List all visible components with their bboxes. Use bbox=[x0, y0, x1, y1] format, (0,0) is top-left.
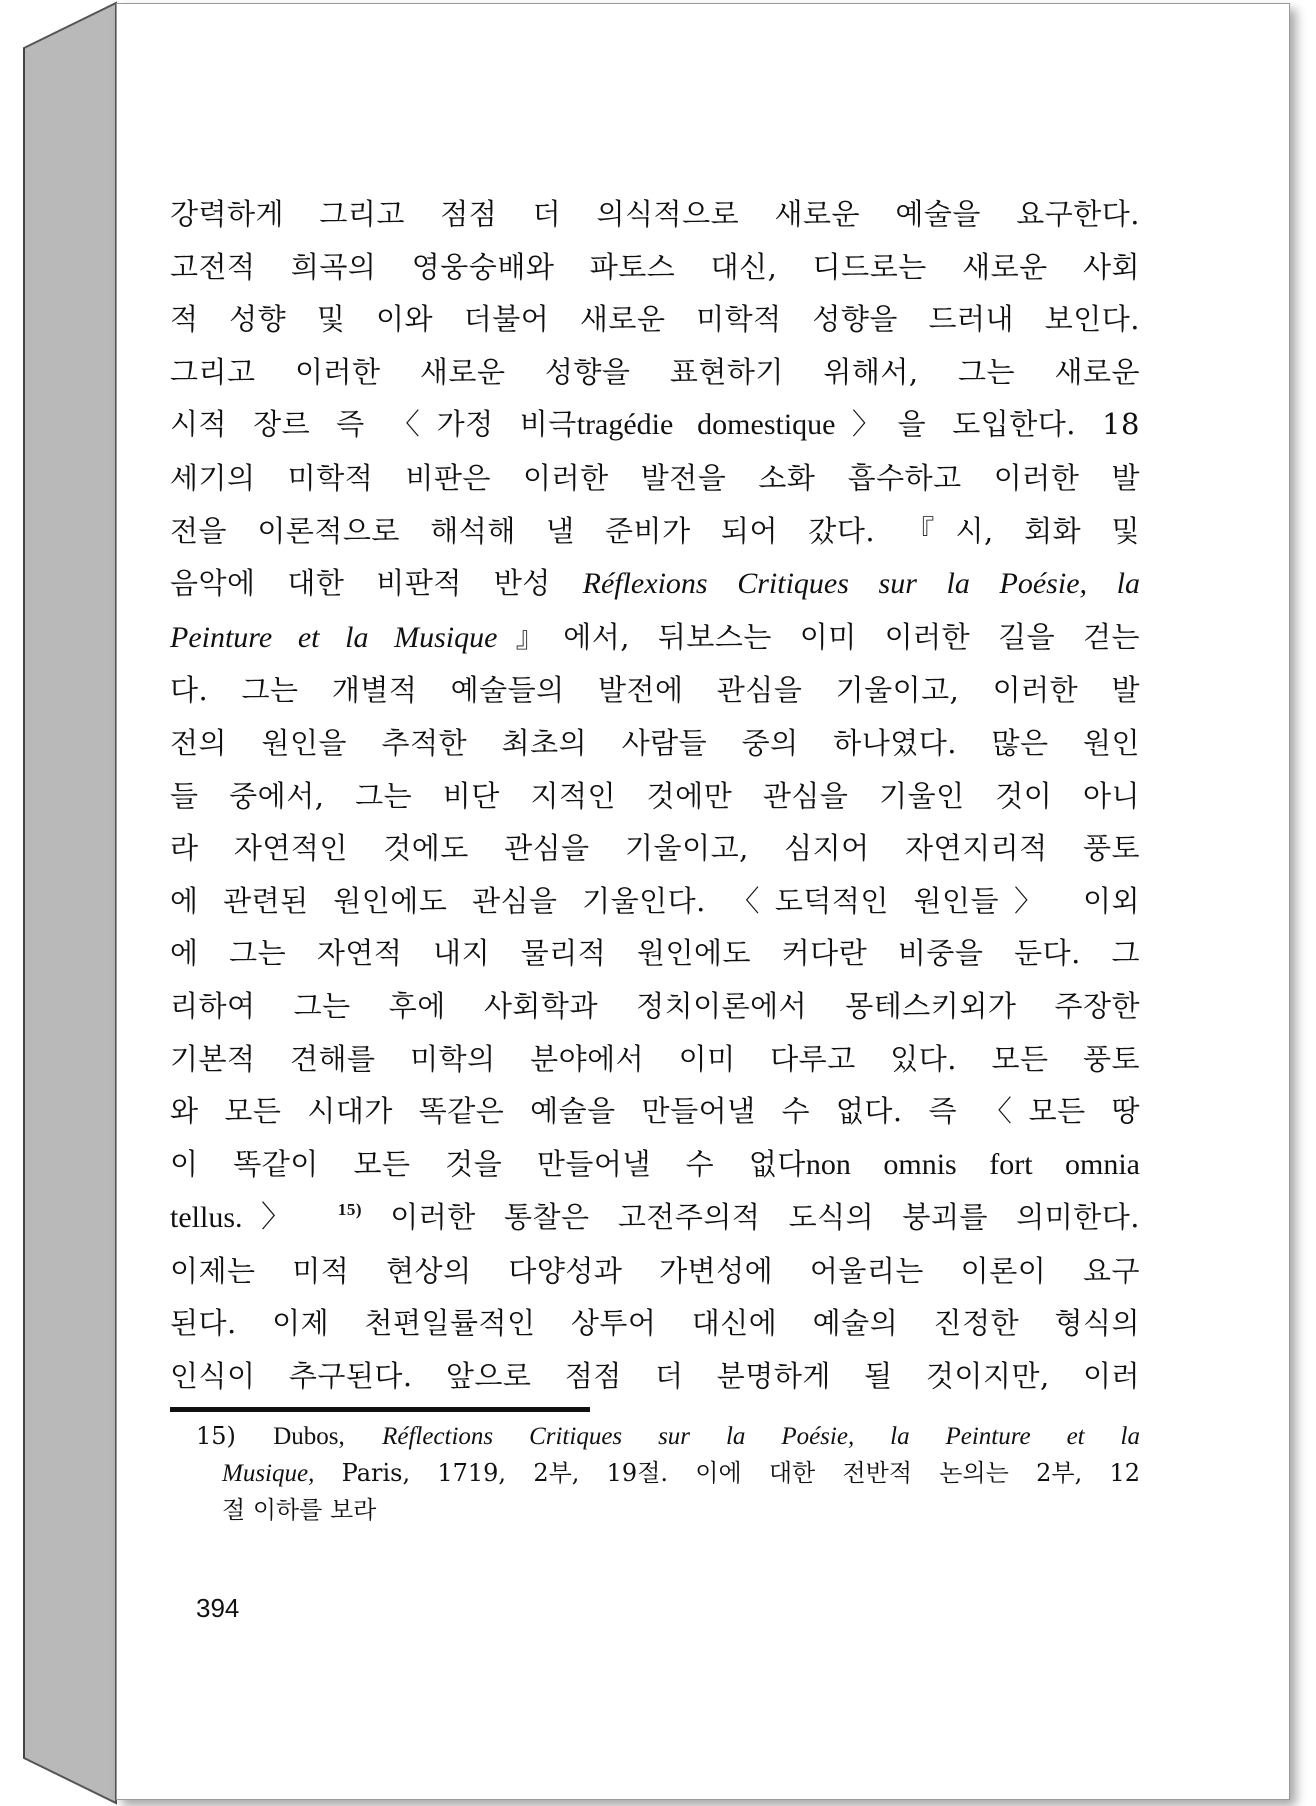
text-line: 인식이 추구된다. 앞으로 점점 더 분명하게 될 것이지만, 이러 bbox=[170, 1359, 1140, 1394]
footnote-title: Réflections Critiques sur la Poésie, la Peinture et la bbox=[382, 1423, 1140, 1450]
text-line: 기본적 견해를 미학의 분야에서 이미 다루고 있다. 모든 풍토 bbox=[170, 1041, 1140, 1076]
text-line bbox=[170, 557, 1140, 611]
latin-term: tellus.〉 bbox=[170, 1201, 310, 1235]
text-segment: 』에서, 뒤보스는 이미 이러한 길을 걷는 bbox=[497, 619, 1140, 654]
page-number: 394 bbox=[196, 1593, 240, 1623]
text-line: 다. 그는 개별적 예술들의 발전에 관심을 기울이고, 이러한 발 bbox=[170, 673, 1140, 708]
text-line: 에 그는 자연적 내지 물리적 원인에도 커다란 비중을 둔다. 그 bbox=[170, 936, 1140, 971]
footnote-text: Paris, 1719, 2부, 19절. 이에 대한 전반적 논의는 2부, 12 bbox=[341, 1459, 1140, 1487]
text-line: 전을 이론적으로 해석해 낼 준비가 되어 갔다. 『시, 회화 및 bbox=[170, 513, 1140, 548]
text-line: 들 중에서, 그는 비단 지적인 것에만 관심을 기울인 것이 아니 bbox=[170, 778, 1140, 813]
latin-title: Réflexions Critiques sur la Poésie, la bbox=[582, 567, 1140, 601]
text-line: 그리고 이러한 새로운 성향을 표현하기 위해서, 그는 새로운 bbox=[170, 354, 1140, 389]
text-segment: 이러한 통찰은 고전주의적 도식의 붕괴를 의미한다. bbox=[361, 1200, 1140, 1235]
text-line: 된다. 이제 천편일률적인 상투어 대신에 예술의 진정한 형식의 bbox=[170, 1306, 1140, 1341]
text-segment: 음악에 대한 비판적 반성 bbox=[170, 566, 551, 601]
footnote-number: 15) bbox=[196, 1422, 236, 1450]
text-line bbox=[170, 1191, 1140, 1245]
footnote-ref[interactable]: 15) bbox=[337, 1200, 362, 1220]
footnote-line bbox=[196, 1455, 1140, 1492]
latin-term: non omnis fort omnia bbox=[805, 1147, 1140, 1181]
text-line: 고전적 희곡의 영웅숭배와 파토스 대신, 디드로는 새로운 사회 bbox=[170, 249, 1140, 284]
text-line: 라 자연적인 것에도 관심을 기울이고, 심지어 자연지리적 풍토 bbox=[170, 831, 1140, 866]
text-segment: 이 똑같이 모든 것을 만들어낼 수 없다 bbox=[170, 1146, 806, 1181]
latin-term: tragédie domestique bbox=[576, 408, 836, 442]
text-line: 리하여 그는 후에 사회학과 정치이론에서 몽테스키외가 주장한 bbox=[170, 988, 1140, 1023]
text-line bbox=[170, 398, 1140, 452]
footnote-author: Dubos, bbox=[273, 1423, 345, 1450]
text-line: 세기의 미학적 비판은 이러한 발전을 소화 흡수하고 이러한 발 bbox=[170, 460, 1140, 495]
latin-title: Peinture et la Musique bbox=[170, 620, 498, 654]
text-line: 전의 원인을 추적한 최초의 사람들 중의 하나였다. 많은 원인 bbox=[170, 725, 1140, 760]
text-line: 이제는 미적 현상의 다양성과 가변성에 어울리는 이론이 요구 bbox=[170, 1253, 1140, 1288]
text-line bbox=[170, 611, 1140, 665]
text-line: 와 모든 시대가 똑같은 예술을 만들어낼 수 없다. 즉 〈모든 땅 bbox=[170, 1094, 1140, 1129]
text-line bbox=[170, 1138, 1140, 1192]
text-line: 강력하게 그리고 점점 더 의식적으로 새로운 예술을 요구한다. bbox=[170, 197, 1140, 231]
footnote-line bbox=[196, 1418, 1140, 1455]
footnote-divider bbox=[170, 1407, 590, 1412]
footnote-title: Musique, bbox=[222, 1460, 315, 1487]
text-segment: 〉을 도입한다. 18 bbox=[835, 407, 1140, 442]
text-segment: 시적 장르 즉 〈가정 비극 bbox=[170, 407, 577, 442]
body-text bbox=[170, 188, 1140, 1403]
text-line: 적 성향 및 이와 더불어 새로운 미학적 성향을 드러내 보인다. bbox=[170, 302, 1140, 337]
footnote-line: 절 이하를 보라 bbox=[222, 1496, 377, 1524]
footnote bbox=[196, 1418, 1140, 1529]
text-line: 에 관련된 원인에도 관심을 기울인다. 〈도덕적인 원인들〉 이외 bbox=[170, 883, 1140, 918]
